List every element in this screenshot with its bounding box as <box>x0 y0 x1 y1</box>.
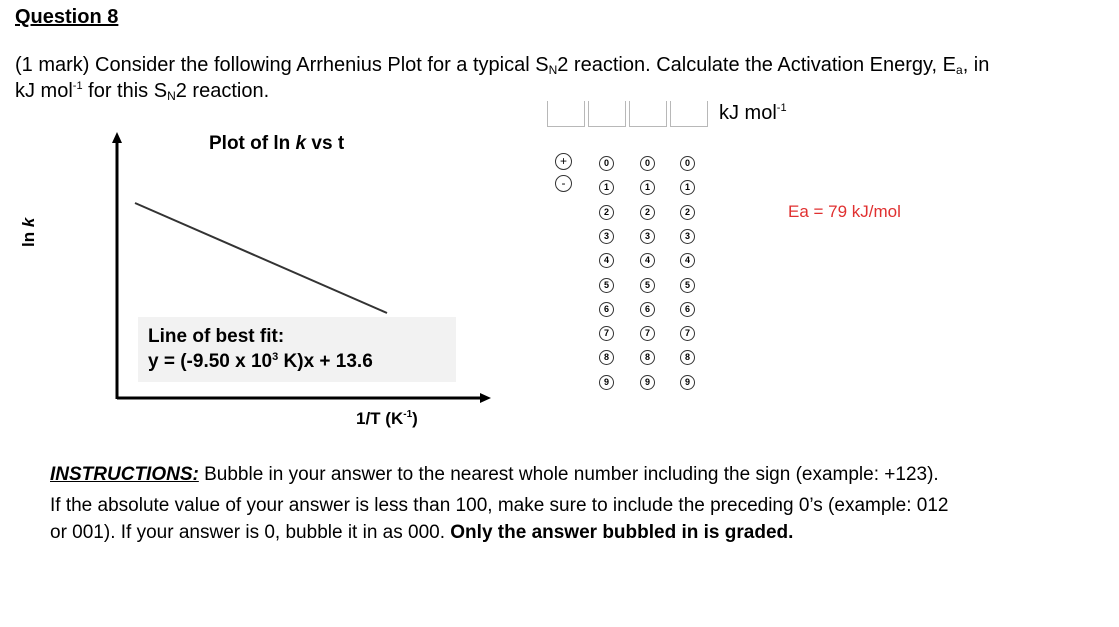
instructions-text-3: or 001). If your answer is 0, bubble it in as 000. <box>50 522 451 543</box>
answer-boxes <box>547 101 709 127</box>
bubble-col2-digit-6[interactable]: 6 <box>640 302 655 317</box>
question-text-line-2 <box>15 79 269 106</box>
mark-label: (1 mark) <box>15 54 90 76</box>
bubble-plus[interactable]: + <box>555 153 572 170</box>
instructions-line-3 <box>50 521 793 545</box>
sn-subscript: N <box>548 63 558 77</box>
question-line2-a: kJ mol <box>15 80 73 102</box>
fit-eq-b: K)x + 13.6 <box>278 351 373 372</box>
answer-box-digit-1[interactable] <box>588 101 626 127</box>
bubble-col3-digit-4[interactable]: 4 <box>680 253 695 268</box>
bubble-col2-digit-0[interactable]: 0 <box>640 156 655 171</box>
question-text-a: Consider the following Arrhenius Plot for a typical S <box>89 54 549 76</box>
ea-annotation: Ea = 79 kJ/mol <box>788 202 901 221</box>
ylabel-prefix: ln <box>19 227 38 247</box>
answer-bubble-grid <box>555 150 715 410</box>
x-axis-label <box>356 409 418 429</box>
bubble-col2-digit-5[interactable]: 5 <box>640 278 655 293</box>
question-title: Question 8 <box>15 6 119 28</box>
chart-title-prefix: Plot of ln <box>209 133 296 154</box>
bubble-col1-digit-4[interactable]: 4 <box>599 253 614 268</box>
y-axis-label <box>19 218 39 247</box>
bubble-col2-digit-9[interactable]: 9 <box>640 375 655 390</box>
bubble-col3-digit-8[interactable]: 8 <box>680 350 695 365</box>
arrhenius-plot <box>60 125 480 445</box>
bubble-col3-digit-9[interactable]: 9 <box>680 375 695 390</box>
best-fit-line <box>135 203 387 313</box>
y-axis-label-wrap <box>19 125 41 247</box>
instructions-line-2: If the absolute value of your answer is less than 100, make sure to include the preceding 0’s (example: 012 <box>50 495 949 516</box>
bubble-col3-digit-6[interactable]: 6 <box>680 302 695 317</box>
plot-svg <box>60 125 480 445</box>
xlabel-end: ) <box>412 409 418 428</box>
xlabel-main: 1/T (K <box>356 409 404 428</box>
fit-eq-a: y = (-9.50 x 10 <box>148 351 273 372</box>
instructions-text-1: Bubble in your answer to the nearest whole number including the sign (example: +123). <box>198 464 939 485</box>
bubble-col1-digit-6[interactable]: 6 <box>599 302 614 317</box>
best-fit-label: Line of best fit: <box>148 326 285 347</box>
bubble-col3-digit-0[interactable]: 0 <box>680 156 695 171</box>
bubble-col3-digit-2[interactable]: 2 <box>680 205 695 220</box>
ylabel-var: k <box>19 217 38 228</box>
bubble-col3-digit-7[interactable]: 7 <box>680 326 695 341</box>
bubble-col3-digit-3[interactable]: 3 <box>680 229 695 244</box>
chart-title-suffix: vs t <box>306 133 345 154</box>
answer-unit-label <box>719 102 787 125</box>
chart-title <box>209 133 344 155</box>
xlabel-sup: -1 <box>403 409 413 420</box>
instructions-line-1 <box>50 463 939 487</box>
bubble-col3-digit-1[interactable]: 1 <box>680 180 695 195</box>
bubble-col1-digit-3[interactable]: 3 <box>599 229 614 244</box>
question-text-c: , in <box>962 54 990 76</box>
unit-main: kJ mol <box>719 102 777 124</box>
bubble-col1-digit-9[interactable]: 9 <box>599 375 614 390</box>
x-axis-arrow-icon <box>480 393 491 403</box>
bubble-col1-digit-7[interactable]: 7 <box>599 326 614 341</box>
line2-superscript: -1 <box>72 80 83 92</box>
best-fit-box <box>138 317 456 382</box>
bubble-col2-digit-8[interactable]: 8 <box>640 350 655 365</box>
bubble-col2-digit-1[interactable]: 1 <box>640 180 655 195</box>
question-text-b: 2 reaction. Calculate the Activation Energy, E <box>557 54 956 76</box>
chart-title-var: k <box>295 133 307 154</box>
ea-subscript: a <box>956 63 963 77</box>
bubble-col1-digit-8[interactable]: 8 <box>599 350 614 365</box>
bubble-minus[interactable]: - <box>555 175 572 192</box>
fit-eq-sup: 3 <box>272 351 279 363</box>
bubble-col1-digit-2[interactable]: 2 <box>599 205 614 220</box>
bubble-col2-digit-4[interactable]: 4 <box>640 253 655 268</box>
unit-superscript: -1 <box>776 102 787 114</box>
y-axis-arrow-icon <box>112 132 122 143</box>
bubble-col1-digit-5[interactable]: 5 <box>599 278 614 293</box>
question-line2-c: 2 reaction. <box>175 80 270 102</box>
instructions-bold-note: Only the answer bubbled in is graded. <box>450 522 794 543</box>
question-text-line-1 <box>15 53 989 79</box>
question-line2-b: for this S <box>82 80 168 102</box>
line2-subscript: N <box>167 89 176 103</box>
bubble-col1-digit-0[interactable]: 0 <box>599 156 614 171</box>
answer-box-digit-3[interactable] <box>670 101 708 127</box>
bubble-col2-digit-2[interactable]: 2 <box>640 205 655 220</box>
bubble-col2-digit-3[interactable]: 3 <box>640 229 655 244</box>
best-fit-equation <box>148 351 373 373</box>
instructions-heading: INSTRUCTIONS: <box>50 464 199 485</box>
answer-box-digit-2[interactable] <box>629 101 667 127</box>
answer-box-sign[interactable] <box>547 101 585 127</box>
bubble-col2-digit-7[interactable]: 7 <box>640 326 655 341</box>
bubble-col3-digit-5[interactable]: 5 <box>680 278 695 293</box>
bubble-col1-digit-1[interactable]: 1 <box>599 180 614 195</box>
